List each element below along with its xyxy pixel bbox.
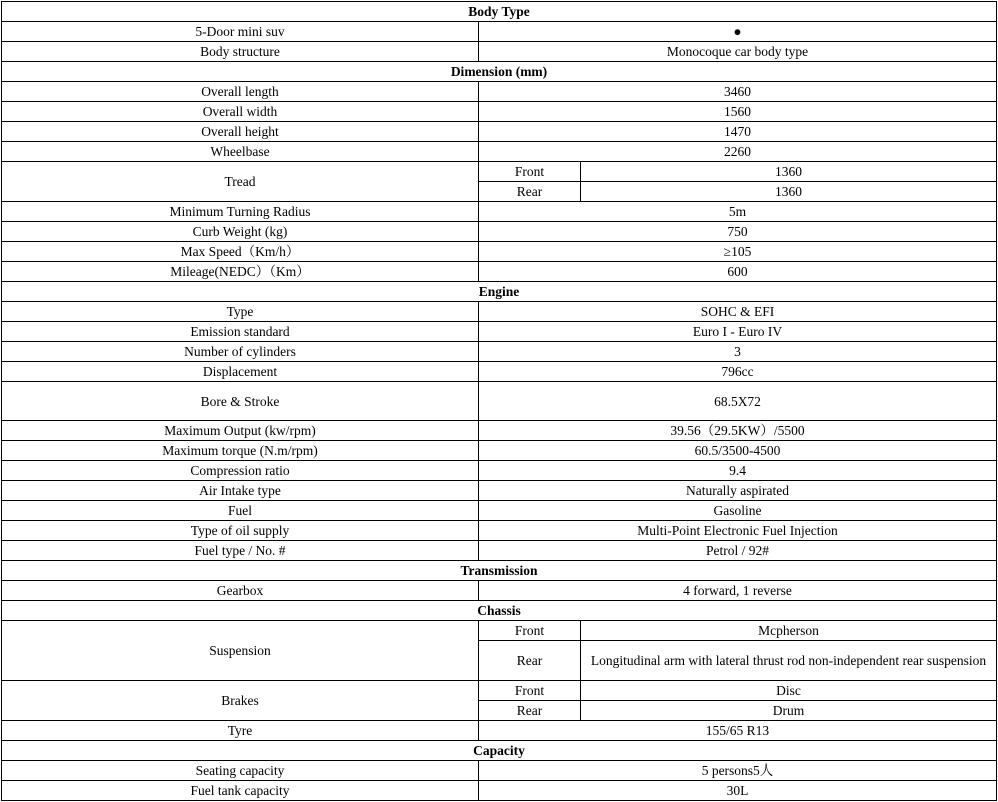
spec-value: 3 <box>479 342 997 362</box>
spec-value: 1560 <box>479 102 997 122</box>
spec-value: ≥105 <box>479 242 997 262</box>
spec-value: ● <box>479 22 997 42</box>
spec-label: Minimum Turning Radius <box>2 202 479 222</box>
spec-value: 1360 <box>581 182 997 202</box>
spec-label: 5-Door mini suv <box>2 22 479 42</box>
spec-value: Euro I - Euro IV <box>479 322 997 342</box>
section-dimension: Dimension (mm) <box>2 62 997 82</box>
table-row <box>2 82 997 102</box>
table-row <box>2 242 997 262</box>
section-chassis: Chassis <box>2 601 997 621</box>
table-row <box>2 322 997 342</box>
spec-value: 750 <box>479 222 997 242</box>
spec-value: Gasoline <box>479 501 997 521</box>
table-row <box>2 342 997 362</box>
spec-label: Type <box>2 302 479 322</box>
spec-label: Number of cylinders <box>2 342 479 362</box>
spec-label: Tyre <box>2 721 479 741</box>
spec-label: Fuel type / No. # <box>2 541 479 561</box>
spec-value: 155/65 R13 <box>479 721 997 741</box>
table-row <box>2 302 997 322</box>
spec-label: Bore & Stroke <box>2 382 479 421</box>
table-row <box>2 441 997 461</box>
spec-label: Displacement <box>2 362 479 382</box>
table-row <box>2 681 997 701</box>
table-row <box>2 721 997 741</box>
table-row <box>2 162 997 182</box>
spec-value: 39.56（29.5KW）/5500 <box>479 421 997 441</box>
spec-value: SOHC & EFI <box>479 302 997 322</box>
spec-label-brakes: Brakes <box>2 681 479 721</box>
table-row <box>2 122 997 142</box>
table-row <box>2 461 997 481</box>
section-body-type: Body Type <box>2 2 997 22</box>
spec-label: Overall width <box>2 102 479 122</box>
table-row <box>2 781 997 801</box>
table-row <box>2 102 997 122</box>
spec-label-suspension: Suspension <box>2 621 479 681</box>
spec-label: Compression ratio <box>2 461 479 481</box>
spec-label: Seating capacity <box>2 761 479 781</box>
spec-label: Max Speed（Km/h） <box>2 242 479 262</box>
spec-value: Monocoque car body type <box>479 42 997 62</box>
sub-label-front: Front <box>479 681 581 701</box>
spec-value: Petrol / 92# <box>479 541 997 561</box>
spec-value: 2260 <box>479 142 997 162</box>
section-header-row <box>2 561 997 581</box>
spec-label: Emission standard <box>2 322 479 342</box>
spec-value: Longitudinal arm with lateral thrust rod non-independent rear suspension <box>581 641 997 681</box>
table-row <box>2 42 997 62</box>
sub-label-rear: Rear <box>479 182 581 202</box>
sub-label-front: Front <box>479 162 581 182</box>
table-row <box>2 421 997 441</box>
spec-table <box>1 1 997 801</box>
spec-label: Maximum torque (N.m/rpm) <box>2 441 479 461</box>
table-row <box>2 22 997 42</box>
section-header-row <box>2 2 997 22</box>
section-engine: Engine <box>2 282 997 302</box>
spec-label: Wheelbase <box>2 142 479 162</box>
spec-value: 600 <box>479 262 997 282</box>
table-row <box>2 541 997 561</box>
spec-value: 4 forward, 1 reverse <box>479 581 997 601</box>
sub-label-rear: Rear <box>479 701 581 721</box>
spec-label: Mileage(NEDC）（Km） <box>2 262 479 282</box>
spec-label: Air Intake type <box>2 481 479 501</box>
section-transmission: Transmission <box>2 561 997 581</box>
spec-label: Overall length <box>2 82 479 102</box>
section-header-row <box>2 601 997 621</box>
table-row <box>2 501 997 521</box>
section-capacity: Capacity <box>2 741 997 761</box>
spec-value: Drum <box>581 701 997 721</box>
spec-value: 1360 <box>581 162 997 182</box>
sub-label-front: Front <box>479 621 581 641</box>
table-row <box>2 581 997 601</box>
table-row <box>2 202 997 222</box>
spec-value: Disc <box>581 681 997 701</box>
spec-value: 5 persons5人 <box>479 761 997 781</box>
spec-label: Overall height <box>2 122 479 142</box>
spec-value: 60.5/3500-4500 <box>479 441 997 461</box>
spec-value: 5m <box>479 202 997 222</box>
spec-value: 1470 <box>479 122 997 142</box>
spec-value: 796cc <box>479 362 997 382</box>
table-row <box>2 621 997 641</box>
sub-label-rear: Rear <box>479 641 581 681</box>
section-header-row <box>2 62 997 82</box>
table-row <box>2 362 997 382</box>
spec-label: Maximum Output (kw/rpm) <box>2 421 479 441</box>
spec-label: Body structure <box>2 42 479 62</box>
spec-value: 3460 <box>479 82 997 102</box>
table-row <box>2 481 997 501</box>
spec-label: Fuel tank capacity <box>2 781 479 801</box>
table-row <box>2 222 997 242</box>
spec-label-tread: Tread <box>2 162 479 202</box>
spec-value: 9.4 <box>479 461 997 481</box>
spec-label: Type of oil supply <box>2 521 479 541</box>
table-row <box>2 262 997 282</box>
spec-label: Fuel <box>2 501 479 521</box>
table-row <box>2 761 997 781</box>
section-header-row <box>2 282 997 302</box>
spec-value: 30L <box>479 781 997 801</box>
spec-value: Naturally aspirated <box>479 481 997 501</box>
spec-value: 68.5X72 <box>479 382 997 421</box>
spec-label: Curb Weight (kg) <box>2 222 479 242</box>
table-row <box>2 382 997 421</box>
table-row <box>2 142 997 162</box>
spec-value: Multi-Point Electronic Fuel Injection <box>479 521 997 541</box>
spec-value: Mcpherson <box>581 621 997 641</box>
table-row <box>2 521 997 541</box>
section-header-row <box>2 741 997 761</box>
spec-label: Gearbox <box>2 581 479 601</box>
